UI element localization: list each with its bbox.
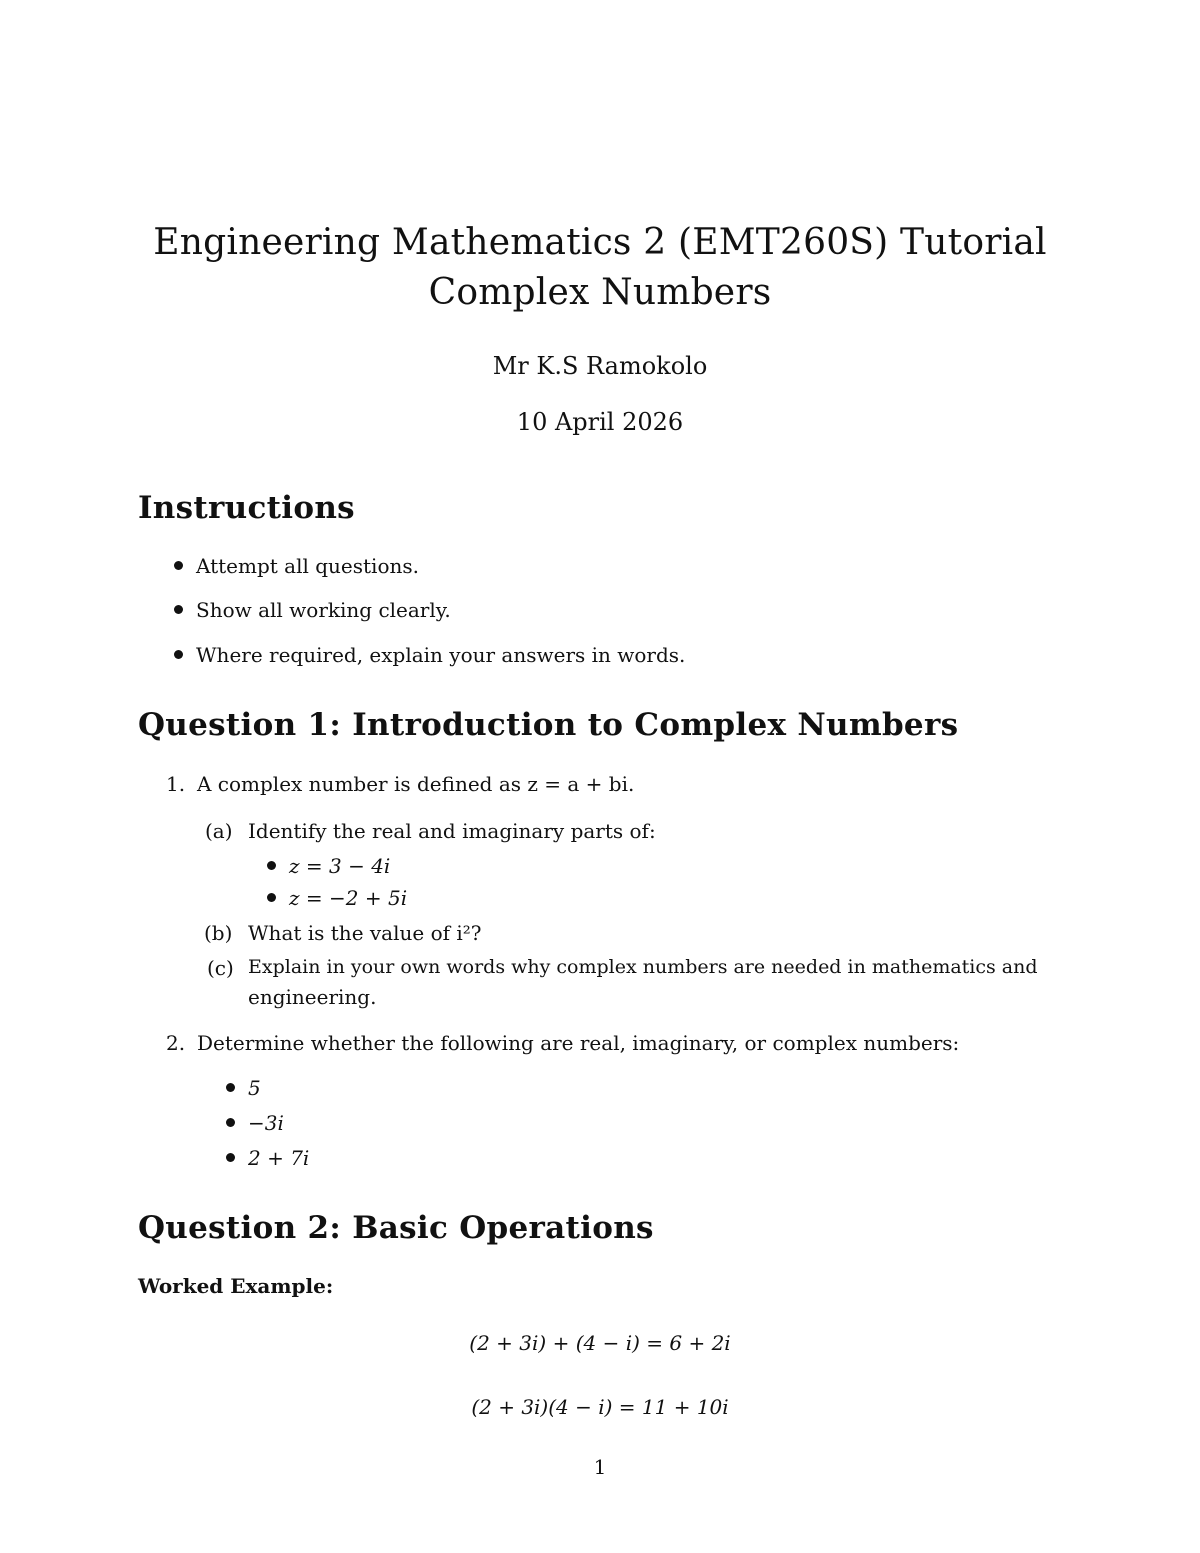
bullet-icon <box>174 561 183 570</box>
bullet-icon <box>226 1118 235 1127</box>
question-1-item-1-text: A complex number is defined as z = a + bi. <box>197 772 635 796</box>
instruction-text: Attempt all questions. <box>196 554 419 578</box>
math-expression: z = −2 + 5i <box>289 886 408 910</box>
question-1-item-1-number: 1. <box>166 772 186 796</box>
instructions-heading: Instructions <box>138 490 355 526</box>
document-title-line-1: Engineering Mathematics 2 (EMT260S) Tutorial <box>153 222 1047 263</box>
page-number: 1 <box>593 1455 607 1479</box>
worked-example-equation: (2 + 3i)(4 − i) = 11 + 10i <box>471 1395 729 1419</box>
document-title-line-2: Complex Numbers <box>428 272 772 313</box>
worked-example-equation: (2 + 3i) + (4 − i) = 6 + 2i <box>469 1331 731 1355</box>
instruction-text: Where required, explain your answers in words. <box>196 643 686 667</box>
bullet-icon <box>174 650 183 659</box>
math-expression: −3i <box>248 1111 284 1135</box>
part-c-text-line-2: engineering. <box>248 985 377 1009</box>
math-expression: 2 + 7i <box>248 1146 310 1170</box>
math-expression: 5 <box>248 1076 261 1100</box>
bullet-icon <box>267 893 276 902</box>
bullet-icon <box>226 1153 235 1162</box>
question-1-heading: Question 1: Introduction to Complex Numbers <box>138 707 959 743</box>
worked-example-label: Worked Example: <box>138 1274 334 1298</box>
part-c-label: (c) <box>207 956 234 980</box>
document-author: Mr K.S Ramokolo <box>492 352 708 380</box>
part-a-label: (a) <box>205 819 233 843</box>
part-b-text: What is the value of i²? <box>248 921 482 945</box>
part-a-text: Identify the real and imaginary parts of: <box>248 819 656 843</box>
question-2-heading: Question 2: Basic Operations <box>138 1210 654 1246</box>
bullet-icon <box>267 861 276 870</box>
part-b-label: (b) <box>204 921 233 945</box>
bullet-icon <box>174 605 183 614</box>
question-1-item-2-text: Determine whether the following are real, imaginary, or complex numbers: <box>197 1031 960 1055</box>
instruction-text: Show all working clearly. <box>196 598 451 622</box>
document-date: 10 April 2026 <box>516 408 684 436</box>
part-c-text-line-1: Explain in your own words why complex numbers are needed in mathematics and <box>248 956 1038 978</box>
question-1-item-2-number: 2. <box>166 1031 186 1055</box>
bullet-icon <box>226 1083 235 1092</box>
math-expression: z = 3 − 4i <box>289 854 391 878</box>
